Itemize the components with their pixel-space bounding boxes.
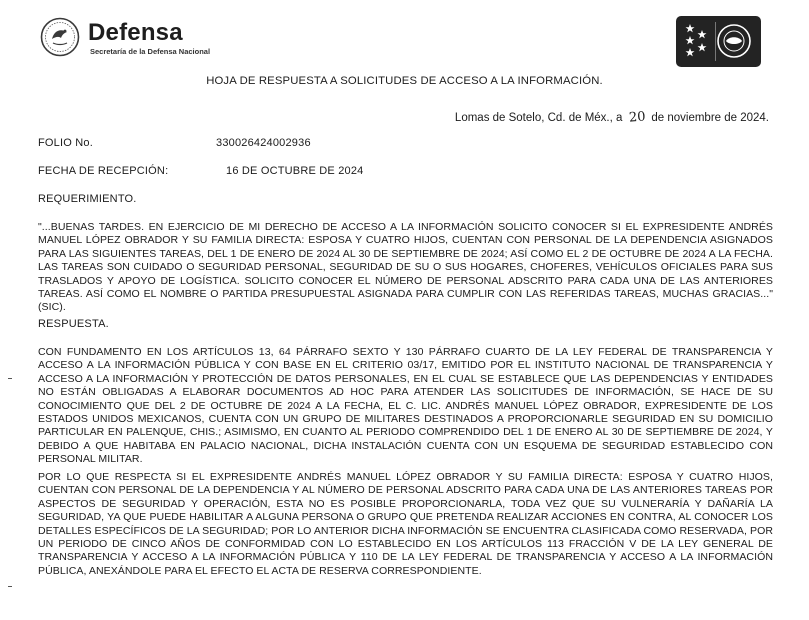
fecha-recepcion-value: 16 DE OCTUBRE DE 2024 — [226, 165, 364, 177]
place-date-suffix: de noviembre de 2024. — [651, 112, 769, 124]
folio-value: 330026424002936 — [216, 137, 311, 149]
requerimiento-label: REQUERIMIENTO. — [38, 193, 137, 205]
respuesta-paragraph-1: CON FUNDAMENTO EN LOS ARTÍCULOS 13, 64 PÁRRAFO SEXTO Y 130 PÁRRAFO CUARTO DE LA LEY FEDERAL DE TRANSPARENCIA Y ACCESO A LA INFORMACIÓN PÚBLICA Y CON BASE EN EL CRITERIO 03/17, EMITIDO POR EL INSTITUTO NACIONAL DE TRANSPARENCIA Y ACCESO A LA INFORMACIÓN Y PROTECCIÓN DE DATOS PERSONALES, EN EL CUAL SE ESTABLECE QUE LAS DEPENDENCIAS Y ENTIDADES NO ESTÁN OBLIGADAS A ELABORAR DOCUMENTOS AD HOC PARA ATENDER LAS SOLICITUDES DE INFORMACIÓN, SE HACE DE SU CONOCIMIENTO QUE DEL 2 DE OCTUBRE DE 2024 A LA FECHA, EL C. LIC. ANDRÉS MANUEL LÓPEZ OBRADOR, EXPRESIDENTE DE LOS ESTADOS UNIDOS MEXICANOS, CUENTA CON UN GRUPO DE MILITARES DESTINADOS A PROPORCIONARLE SEGURIDAD EN SU DOMICILIO PARTICULAR EN PALENQUE, CHIS.; ASIMISMO, EN CUANTO AL PERIODO COMPRENDIDO DEL 1 DE ENERO AL 30 DE SEPTIEMBRE DE 2024, Y DEBIDO A QUE HABITABA EN PALACIO NACIONAL, DICHA INSTALACIÓN CUENTA CON UN ESQUEMA DE SEGURIDAD ESTABLECIDO CON PERSONAL MILITAR. — [38, 346, 773, 466]
place-date — [455, 110, 769, 125]
military-emblem-icon — [676, 16, 761, 67]
folio-label: FOLIO No. — [38, 137, 93, 149]
fecha-recepcion-label: FECHA DE RECEPCIÓN: — [38, 165, 169, 177]
margin-mark — [8, 586, 12, 587]
margin-mark — [8, 378, 12, 379]
handwritten-day: 20 — [628, 109, 646, 126]
respuesta-label: RESPUESTA. — [38, 318, 109, 330]
national-seal-icon — [40, 17, 80, 57]
respuesta-paragraph-2: POR LO QUE RESPECTA SI EL EXPRESIDENTE ANDRÉS MANUEL LÓPEZ OBRADOR Y SU FAMILIA DIRECTA: ESPOSA Y CUATRO HIJOS, CUENTAN CON PERSONAL DE LA DEPENDENCIA Y AL NÚMERO DE PERSONAL ADSCRITO PARA CADA UNA DE LAS ANTERIORES TAREAS POR ASPECTOS DE SEGURIDAD Y OPERACIÓN, ESTA NO ES POSIBLE PROPORCIONARLA, TODA VEZ QUE SU VULNERARÍA Y DAÑARÍA LA SEGURIDAD, YA QUE PUEDE HABILITAR A ALGUNA PERSONA O GRUPO QUE PRETENDA REALIZAR ACCIONES EN CONTRA, AL CONOCER LOS DETALLES ESPECÍFICOS DE LA SEGURIDAD; POR LO ANTERIOR DICHA INFORMACIÓN SE ENCUENTRA CLASIFICADA COMO RESERVADA, POR UN PERIODO DE CINCO AÑOS DE CONFORMIDAD CON LO ESTABLECIDO EN LOS ARTÍCULOS 113 FRACCIÓN V DE LA LEY GENERAL DE TRANSPARENCIA Y ACCESO A LA INFORMACIÓN PÚBLICA Y 110 DE LA LEY FEDERAL DE TRANSPARENCIA Y ACCESO A LA INFORMACIÓN PÚBLICA, ANEXÁNDOLE PARA EL EFECTO EL ACTA DE RESERVA CORRESPONDIENTE. — [38, 471, 773, 577]
document-title: HOJA DE RESPUESTA A SOLICITUDES DE ACCESO A LA INFORMACIÓN. — [206, 75, 603, 87]
requerimiento-text: "...BUENAS TARDES. EN EJERCICIO DE MI DERECHO DE ACCESO A LA INFORMACIÓN SOLICITO CONOCER SI EL EXPRESIDENTE ANDRÉS MANUEL LÓPEZ OBRADOR Y SU FAMILIA DIRECTA: ESPOSA Y CUATRO HIJOS, CUENTAN CON PERSONAL DE LA DEPENDENCIA ASIGNADOS PARA LAS SIGUIENTES TAREAS, DEL 1 DE ENERO DE 2024 AL 30 DE SEPTIEMBRE DE 2024; ASÍ COMO EL 2 DE OCTUBRE DE 2024 A LA FECHA. LAS TAREAS SON CUIDADO O SEGURIDAD PERSONAL, SEGURIDAD DE SU O SUS HOGARES, CHOFERES, VEHÍCULOS OFICIALES PARA SUS TRASLADOS Y APOYO DE LOGÍSTICA. SOLICITO CONOCER EL NÚMERO DE PERSONAL ADSCRITO PARA CADA UNA DE LAS ANTERIORES TAREAS. ASÍ COMO EL NOMBRE O PARTIDA PRESUPUESTAL ASIGNADA PARA CUMPLIR CON LAS REFERIDAS TAREAS, MUCHAS GRACIAS..." (SIC). — [38, 221, 773, 314]
brand-name: Defensa — [88, 19, 183, 46]
place-date-prefix: Lomas de Sotelo, Cd. de Méx., a — [454, 112, 623, 124]
brand-subtitle: Secretaría de la Defensa Nacional — [90, 47, 211, 56]
